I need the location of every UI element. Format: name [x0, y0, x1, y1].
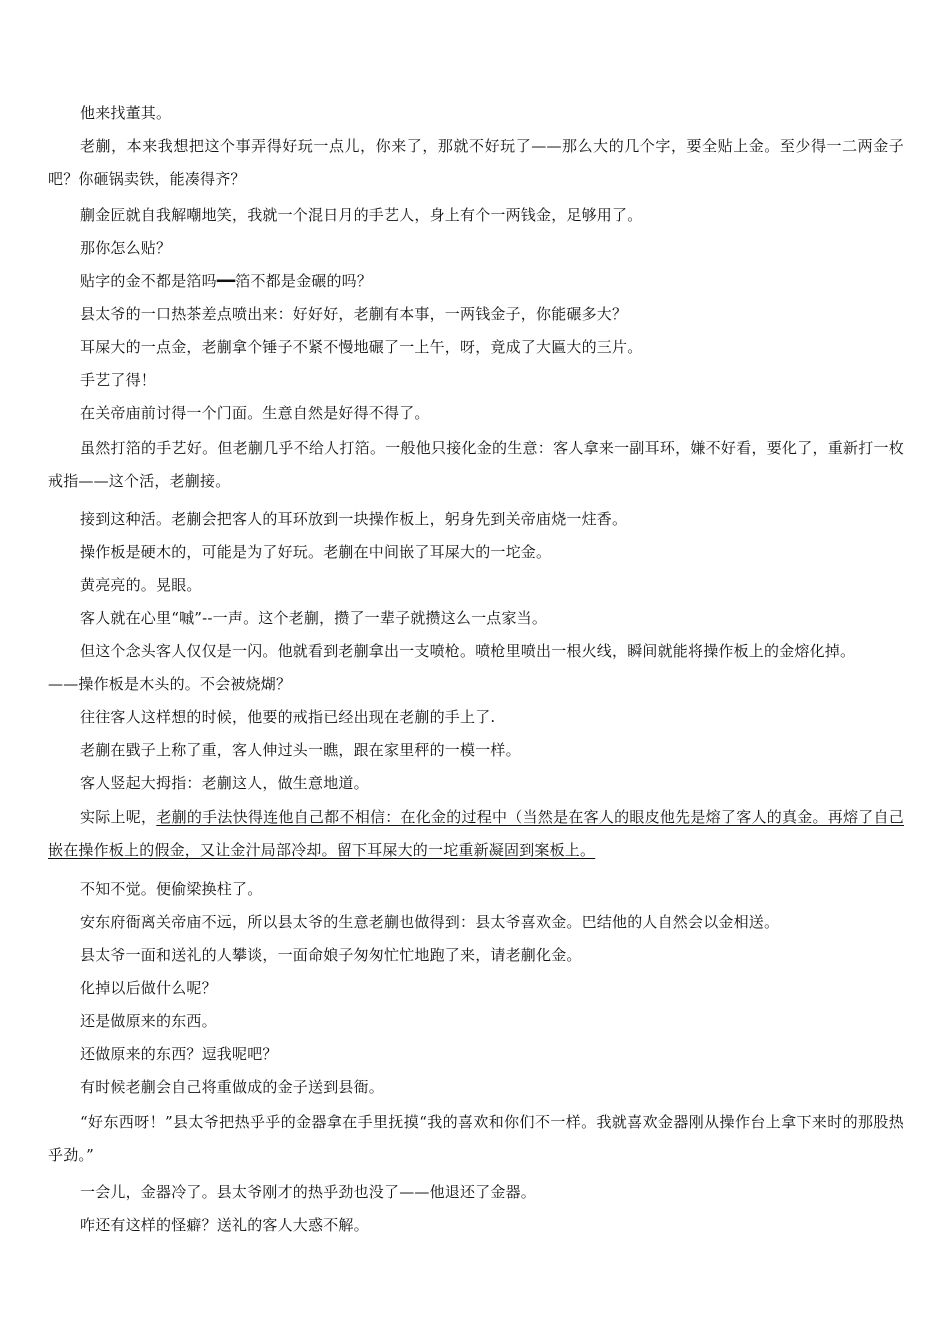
paragraph: 县太爷一面和送礼的人攀谈，一面命娘子匆匆忙忙地跑了来，请老蒯化金。	[80, 946, 582, 964]
paragraph: “好东西呀！”县太爷把热乎乎的金器拿在手里抚摸“我的喜欢和你们不一样。我就喜欢金器刚从操作台上拿下来时的那股热乎劲。”	[48, 1113, 904, 1164]
paragraph: 他来找董其。	[80, 104, 172, 122]
paragraph: 还做原来的东西？逗我呢吧？	[80, 1045, 278, 1063]
paragraph: 有时候老蒯会自己将重做成的金子送到县衙。	[80, 1078, 385, 1096]
paragraph: 不知不觉。便偷梁换柱了。	[80, 880, 263, 898]
paragraph: 在关帝庙前讨得一个门面。生意自然是好得不得了。	[80, 404, 430, 422]
paragraph: 县太爷的一口热茶差点喷出来：好好好，老蒯有本事，一两钱金子，你能碾多大？	[80, 305, 628, 323]
paragraph: 那你怎么贴？	[80, 239, 172, 257]
paragraph: 操作板是硬木的，可能是为了好玩。老蒯在中间嵌了耳屎大的一坨金。	[80, 543, 552, 561]
paragraph: 客人就在心里“嘁”--一声。这个老蒯，攒了一辈子就攒这么一点家当。	[80, 609, 548, 627]
paragraph: 化掉以后做什么呢？	[80, 979, 217, 997]
paragraph: 虽然打箔的手艺好。但老蒯几乎不给人打箔。一般他只接化金的生意：客人拿来一副耳环，嫌不好看，要化了，重新打一枚戒指——这个活，老蒯接。	[48, 439, 904, 490]
paragraph: 黄亮亮的。晃眼。	[80, 576, 202, 594]
paragraph: 但这个念头客人仅仅是一闪。他就看到老蒯拿出一支喷枪。喷枪里喷出一根火线，瞬间就能将操作板上的金熔化掉。	[80, 642, 856, 660]
paragraph-lead: 实际上呢，	[80, 808, 157, 826]
paragraph: 接到这种活。老蒯会把客人的耳环放到一块操作板上，躬身先到关帝庙烧一炷香。	[80, 510, 628, 528]
paragraph: 手艺了得！	[80, 371, 157, 389]
underlined-passage: 老蒯的手法快得连他自己都不相信：在化金的过程中（当然是在客人的眼皮他先是熔了客人的真金。再熔了自己嵌在操作板上的假金，又让金汁局部冷却。留下耳屎大的一坨重新凝固到案板上。	[48, 808, 904, 859]
paragraph: 还是做原来的东西。	[80, 1012, 217, 1030]
paragraph: 老蒯在戥子上称了重，客人伸过头一瞧，跟在家里秤的一模一样。	[80, 741, 521, 759]
paragraph: 蒯金匠就自我解嘲地笑，我就一个混日月的手艺人，身上有个一两钱金，足够用了。	[80, 206, 643, 224]
underlined-paragraph	[48, 801, 904, 867]
paragraph: 往往客人这样想的时候，他要的戒指已经出现在老蒯的手上了.	[80, 708, 496, 726]
paragraph: 咋还有这样的怪癖？送礼的客人大惑不解。	[80, 1216, 369, 1234]
paragraph: 安东府衙离关帝庙不远，所以县太爷的生意老蒯也做得到：县太爷喜欢金。巴结他的人自然会以金相送。	[80, 913, 780, 931]
paragraph: 客人竖起大拇指：老蒯这人，做生意地道。	[80, 774, 369, 792]
paragraph: 一会儿，金器冷了。县太爷刚才的热乎劲也没了——他退还了金器。	[80, 1183, 537, 1201]
paragraph: ——操作板是木头的。不会被烧煳？	[48, 675, 292, 693]
paragraph: 老蒯，本来我想把这个事弄得好玩一点儿，你来了，那就不好玩了——那么大的几个字，要全贴上金。至少得一二两金子吧？你砸锅卖铁，能凑得齐？	[48, 137, 904, 188]
paragraph: 贴字的金不都是箔吗━━箔不都是金碾的吗？	[80, 272, 373, 290]
paragraph: 耳屎大的一点金，老蒯拿个锤子不紧不慢地碾了一上午，呀，竟成了大匾大的三片。	[80, 338, 643, 356]
